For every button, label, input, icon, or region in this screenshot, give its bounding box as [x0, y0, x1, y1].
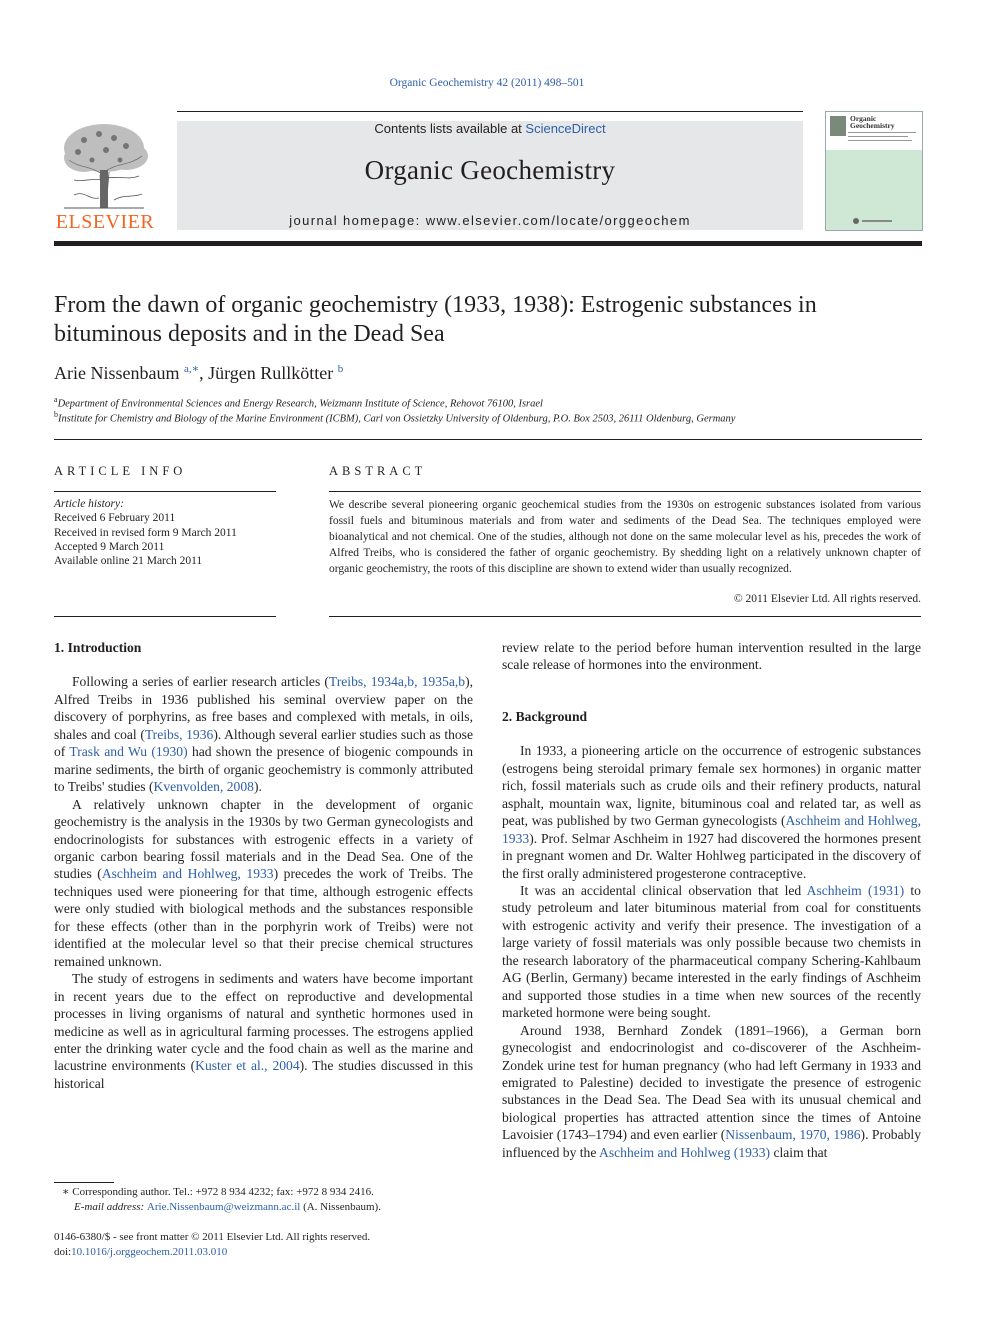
- email-label: E-mail address:: [74, 1201, 147, 1213]
- revised-date: Received in revised form 9 March 2011: [54, 526, 237, 539]
- text-run: A relatively unknown chapter in the development of organic geochemistry is the analysis in the 1930s by two German gynecologists and endocrinologists for substances with estrogenic effects in a variety of organic carbon bearing fossil materials and in the Dead Sea. One of the studies (: [54, 796, 473, 882]
- affiliation-b: [54, 410, 922, 425]
- citation-link[interactable]: Nissenbaum, 1970, 1986: [725, 1127, 861, 1143]
- text-run: to study petroleum and later bituminous material from coal for constituents with estrogenic activity and verify their presence. The investigation of a large variety of fossil materials was only possible because two chemists in the research laboratory of the pharmaceutical company Schering-Kahlbaum AG (Berlin, Germany) became interested in the early findings of Aschheim and supported those studies in a time when new sources of the recently marketed hormone were being sought.: [502, 882, 921, 1021]
- abstract-copyright: © 2011 Elsevier Ltd. All rights reserved.: [733, 593, 921, 605]
- abstract-text: We describe several pioneering organic geochemical studies from the 1930s on estrogenic substances isolated from various fossil fuels and bituminous materials and from water and sediments of the Dead Sea. The techniques employed were bioanalytical and not chemical. One of the studies, although not done on the same molecular level as his, precedes the work of Alfred Treibs, who is considered the father of organic geochemistry. By shedding light on a relatively unknown chapter of organic geochemistry, the roots of this discipline are shown to extend wider than usually recognized.: [329, 499, 921, 576]
- text-run: The study of estrogens in sediments and waters have become important in recent years due to the effect on reproductive and developmental processes in living organisms of natural and synthetic hormones used in medicine as well as in agricultural farming processes. The estrogens applied enter the drinking water cycle and the food chain as well as the marine and lacustrine environments (: [54, 971, 473, 1074]
- citation-link[interactable]: Kvenvolden, 2008: [153, 779, 254, 795]
- doi-label: doi:: [54, 1246, 72, 1258]
- paragraph: [502, 882, 921, 1022]
- affiliation-mark: a: [54, 395, 58, 404]
- text-run: ). Although several earlier studies such as those of: [54, 726, 474, 760]
- citation-link[interactable]: Aschheim and Hohlweg, 1933: [502, 813, 921, 846]
- author-name[interactable]: Arie Nissenbaum: [54, 363, 180, 383]
- affiliation-text: Institute for Chemistry and Biology of the Marine Environment (ICBM), Carl von Ossietzky University of Oldenburg, P.O. Box 2503, 26111 Oldenburg, Germany: [58, 413, 736, 425]
- journal-homepage: [177, 213, 803, 228]
- corresponding-author-note: Corresponding author. Tel.: +972 8 934 4232; fax: +972 8 934 2416.: [72, 1186, 374, 1198]
- article-info-heading: ARTICLE INFO: [54, 464, 187, 478]
- section-heading-background: 2. Background: [502, 708, 588, 724]
- citation-link[interactable]: Kuster et al., 2004: [195, 1058, 300, 1074]
- accepted-date: Accepted 9 March 2011: [54, 540, 165, 553]
- affiliation-mark: b: [54, 410, 58, 419]
- body-column-right: [502, 639, 921, 1161]
- email-link[interactable]: Arie.Nissenbaum@weizmann.ac.il: [146, 1201, 301, 1213]
- email-suffix: (A. Nissenbaum).: [300, 1201, 381, 1213]
- text-run: ), Alfred Treibs in 1936 published his seminal overview paper on the discovery of porphyrins, as free bases and complexed with metals, in oils, shales and coal (: [54, 674, 473, 742]
- article-history: [54, 497, 237, 568]
- cover-publisher-icon: [852, 216, 896, 226]
- author-affiliation-mark[interactable]: a,∗: [183, 363, 200, 375]
- article-title: From the dawn of organic geochemistry (1933, 1938): Estrogenic substances in bituminous deposits and in the Dead Sea: [54, 292, 817, 347]
- paragraph: [54, 796, 473, 971]
- front-matter-info: [54, 1230, 473, 1260]
- journal-reference[interactable]: Organic Geochemistry 42 (2011) 498–501: [389, 77, 585, 89]
- paragraph: [54, 673, 473, 795]
- journal-cover-thumbnail[interactable]: [825, 111, 923, 231]
- contents-prefix: Contents lists available at: [374, 121, 526, 136]
- paragraph: [502, 639, 921, 674]
- abstract-heading: ABSTRACT: [329, 464, 427, 478]
- text-run: ). Probably influenced by the: [502, 1127, 921, 1160]
- journal-name: Organic Geochemistry: [364, 155, 616, 185]
- citation-link[interactable]: Treibs, 1934a,b, 1935a,b: [328, 674, 466, 690]
- citation-link[interactable]: Aschheim and Hohlweg (1933): [599, 1144, 771, 1160]
- header-top-rule: [177, 111, 803, 112]
- cover-title: Organic Geochemistry: [850, 114, 895, 130]
- paragraph: [502, 1022, 921, 1162]
- abstract-bottom-rule: [329, 616, 921, 617]
- citation-link[interactable]: Aschheim and Hohlweg, 1933: [101, 866, 274, 882]
- cover-text-lines-icon: [848, 132, 918, 146]
- author-affiliation-mark[interactable]: b: [337, 363, 344, 375]
- footnote-star: ∗: [62, 1186, 70, 1198]
- homepage-label: journal homepage:: [289, 213, 426, 228]
- text-run: claim that: [770, 1144, 828, 1160]
- paragraph: [54, 970, 473, 1092]
- text-run: In 1933, a pioneering article on the occurrence of estrogenic substances (estrogens being steroidal primary female sex hormones) in organic matter rich, fossil materials such as crude oils and their refinery products, natural asphalt, mountain wax, lignite, bituminous coal and related tar, as well as peat, was published by two German gynecologists (: [502, 743, 921, 829]
- text-run: review relate to the period before human intervention resulted in the large scale release of hormones into the environment.: [502, 640, 921, 673]
- text-run: ). The studies discussed in this historical: [54, 1058, 473, 1091]
- author-name[interactable]: Jürgen Rullkötter: [208, 363, 334, 383]
- text-run: It was an accidental clinical observation that led: [520, 882, 807, 898]
- contents-line: [177, 121, 803, 136]
- homepage-url[interactable]: www.elsevier.com/locate/orggeochem: [425, 213, 691, 228]
- text-run: Following a series of earlier research articles (: [72, 674, 329, 690]
- sciencedirect-link[interactable]: ScienceDirect: [525, 121, 606, 136]
- text-run: ) precedes the work of Treibs. The techniques used were pioneering for that time, although estrogenic effects were only studied with biological methods and the substances responsible for these effects (other than in the porphyrin work of Treibs) were not identified at the molecular level so that their precise chemical structures remained unknown.: [54, 866, 474, 969]
- article-info-bottom-rule: [54, 616, 276, 617]
- body-column-left: [54, 639, 473, 1092]
- paragraph: [502, 742, 921, 882]
- text-run: had shown the presence of biogenic compounds in marine sediments, the birth of organic geochemistry is commonly attributed to Treibs' studies (: [54, 744, 473, 795]
- affiliation-text: Department of Environmental Sciences and Energy Research, Weizmann Institute of Science, Rehovot 76100, Israel: [57, 398, 543, 410]
- abstract-rule: [329, 491, 921, 492]
- citation-link[interactable]: Treibs, 1936: [144, 726, 214, 742]
- section-heading-introduction: 1. Introduction: [54, 640, 142, 655]
- affiliation-rule: [54, 439, 922, 440]
- text-run: Around 1938, Bernhard Zondek (1891–1966), a German born gynecologist and endocrinologist and co-discoverer of the Aschheim-Zondek urine test for human pregnancy (who had left Germany in 1933 and emigrated to Palestine) decided to investigate the presence of estrogenic substances in the Dead Sea. The Dead Sea with its unusual chemical and biological properties has attracted attention since the times of Antoine Lavoisier (1743–1794) and even earlier (: [502, 1022, 921, 1143]
- footnote: [54, 1185, 473, 1215]
- article-info-rule: [54, 491, 276, 492]
- tree-icon: [54, 120, 154, 210]
- history-label: Article history:: [54, 498, 124, 510]
- issn-line: 0146-6380/$ - see front matter © 2011 Elsevier Ltd. All rights reserved.: [54, 1231, 371, 1243]
- online-date: Available online 21 March 2011: [54, 555, 203, 568]
- received-date: Received 6 February 2011: [54, 512, 176, 525]
- affiliation-a: [54, 395, 922, 410]
- author-list: Arie Nissenbaum $^{a,∗}$, Jürgen Rullkötter $^b$: [54, 363, 344, 383]
- publisher-wordmark: ELSEVIER: [55, 211, 155, 233]
- text-run: ).: [253, 779, 262, 795]
- footnote-rule: [54, 1182, 114, 1183]
- cover-logo-icon: [830, 116, 846, 136]
- citation-link[interactable]: Trask and Wu (1930): [69, 744, 188, 760]
- header-thick-rule: [54, 241, 922, 246]
- text-run: ). Prof. Selmar Aschheim in 1927 had discovered the hormones present in pregnant women and Dr. Walter Hohlweg participated in the discovery of the first orally administered progesterone contraceptive.: [502, 830, 921, 881]
- citation-link[interactable]: Aschheim (1931): [806, 882, 905, 898]
- doi-link[interactable]: 10.1016/j.orggeochem.2011.03.010: [71, 1246, 228, 1258]
